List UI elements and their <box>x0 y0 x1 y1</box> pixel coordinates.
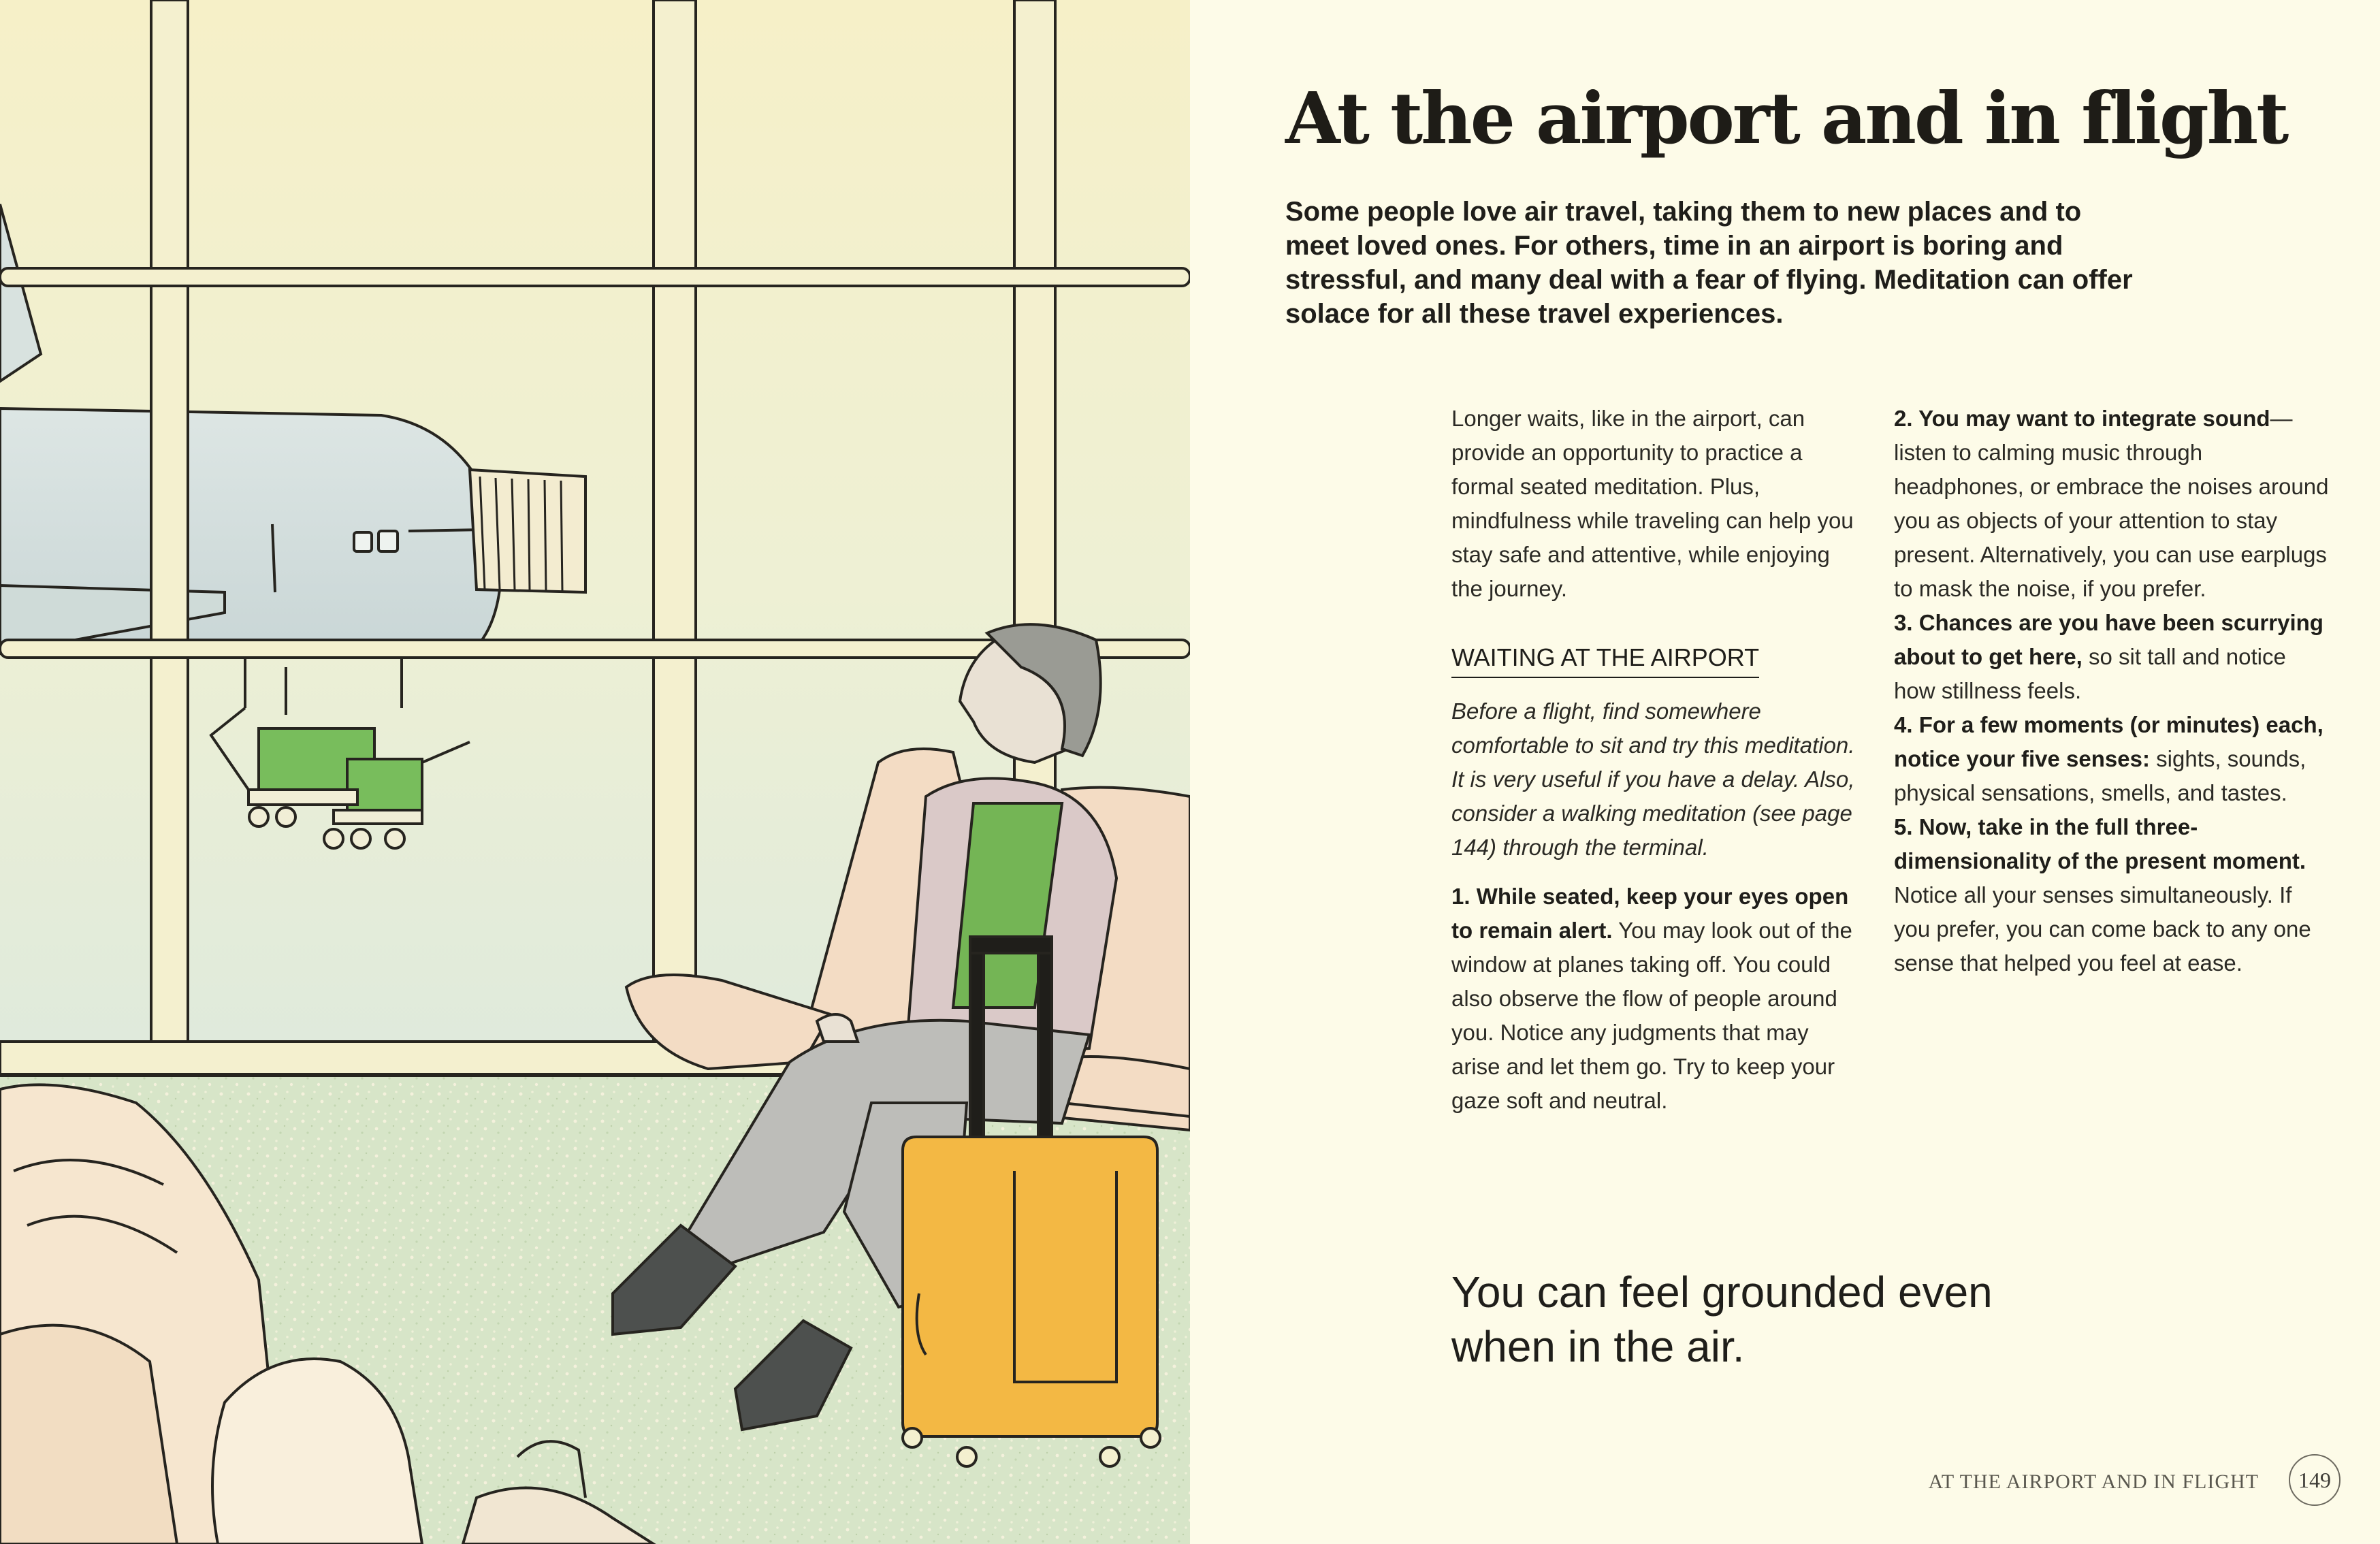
step-2-bold: 2. You may want to integrate sound <box>1894 406 2270 431</box>
page-title: At the airport and in flight <box>1285 76 2287 160</box>
page-footer <box>1928 1450 2347 1511</box>
step-1 <box>1451 880 1860 1118</box>
step-1-text: You may look out of the window at planes taking off. You could also observe the flow of people around you. Notice any judgments that may arise and let them go. Try to keep your gaze soft and neutral. <box>1451 918 1852 1113</box>
step-3-bold: 3. Chances are you have been scurrying about to get here, <box>1894 610 2323 669</box>
opening-paragraph: Longer waits, like in the airport, can provide an opportunity to practice a formal seated meditation. Plus, mindfulness while traveling can help you stay safe and attentive, while enjoying the journey. <box>1451 406 1854 601</box>
step-4-bold: 4. For a few moments (or minutes) each, notice your five senses: <box>1894 712 2323 771</box>
step-4-text: sights, sounds, physical sensations, smells, and tastes. <box>1894 746 2306 805</box>
step-1-bold: 1. While seated, keep your eyes open to remain alert. <box>1451 884 1849 943</box>
pull-quote: You can feel grounded even when in the air. <box>1451 1268 1993 1371</box>
section-heading: WAITING AT THE AIRPORT <box>1451 641 1759 678</box>
right-column <box>1894 402 2330 980</box>
step-5-bold: 5. Now, take in the full three-dimensionality of the present moment. <box>1894 814 2306 873</box>
running-footer-label: AT THE AIRPORT AND IN FLIGHT <box>1928 1470 2259 1493</box>
left-column <box>1451 402 1860 1118</box>
step-5-text: Notice all your senses simultaneously. If you prefer, you can come back to any one sense that helped you feel at ease. <box>1894 882 2311 976</box>
step-2-text: —listen to calming music through headphones, or embrace the noises around you as objects of your attention to stay present. Alternatively, you can use earplugs to mask the noise, if you prefer. <box>1894 406 2329 601</box>
step-5 <box>1894 810 2330 980</box>
step-3-text: so sit tall and notice how stillness feels. <box>1894 644 2286 703</box>
step-4 <box>1894 708 2330 810</box>
intro-paragraph: Some people love air travel, taking them to new places and to meet loved ones. For others, time in an airport is boring and stressful, and many deal with a fear of flying. Meditation can offer solace for all these travel experiences. <box>1285 197 2133 329</box>
step-2 <box>1894 402 2330 606</box>
step-3 <box>1894 606 2330 708</box>
italic-intro: Before a flight, find somewhere comfortable to sit and try this meditation. It is very useful if you have a delay. Also, consider a walking meditation (see page 144) through the terminal. <box>1451 698 1855 860</box>
page-number: 149 <box>2289 1454 2341 1506</box>
text-page <box>1190 0 2380 1544</box>
